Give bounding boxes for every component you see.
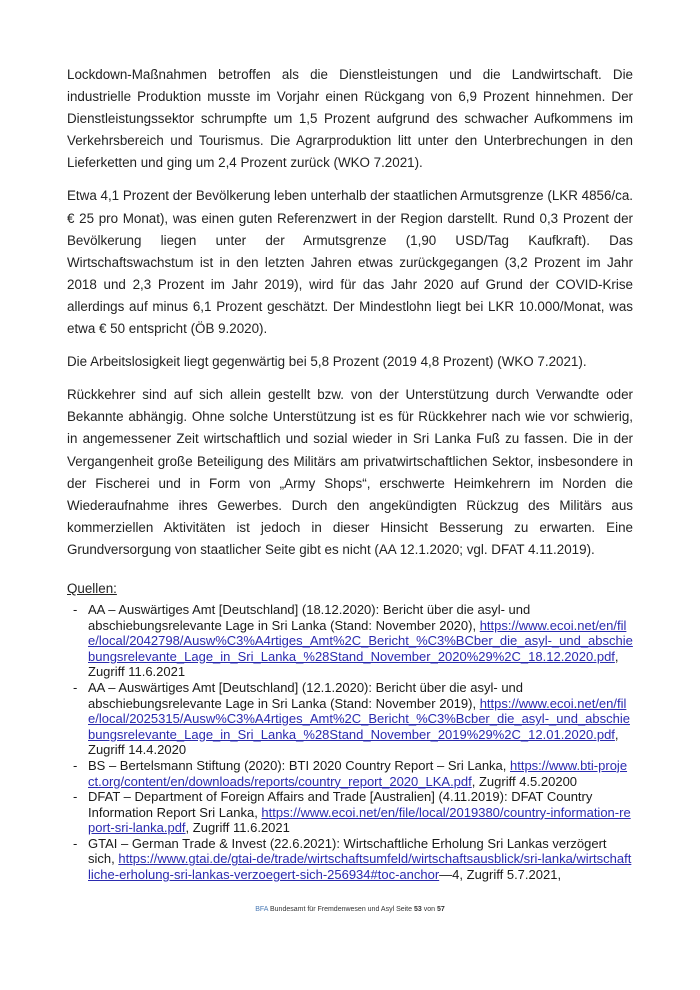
reference-link[interactable]: https://www.gtai.de/gtai-de/trade/wirtschaftsumfeld/wirtschaftsausblick/sri-lanka/wirtschaftliche-erholung-sri-lankas-verzoegert-sich-256934#toc-anchor [88, 851, 632, 883]
reference-access-date: , Zugriff 11.6.2021 [185, 820, 290, 836]
reference-link[interactable]: https://www.bti-project.org/content/en/downloads/reports/country_report_2020_LKA.pdf [88, 757, 628, 789]
reference-text: DFAT – Department of Foreign Affairs and Trade [Australien] (4.11.2019): DFAT Country Information Report Sri Lanka, [88, 789, 593, 820]
reference-list [67, 602, 633, 883]
reference-item [88, 758, 633, 789]
page-number: 53 [413, 906, 422, 913]
paragraph-poverty: Etwa 4,1 Prozent der Bevölkerung leben unterhalb der staatlichen Armutsgrenze (LKR 4856/ca. € 25 pro Monat), was einen guten Referenzwert in der Region darstellt. Rund 0,3 Prozent der Bevölkerung liegen unter der Armutsgrenze (1,90 USD/Tag Kaufkraft). Das Wirtschaftswachstum ist in den letzten Jahren etwas zurückgegangen (3,2 Prozent im Jahr 2018 und 2,3 Prozent im Jahr 2019), wird für das Jahr 2020 auf Grund der COVID-Krise allerdings auf minus 6,1 Prozent geschätzt. Der Mindestlohn liegt bei LKR 10.000/Monat, was etwa € 50 entspricht (ÖB 9.2020). [67, 188, 633, 337]
paragraph-economy: Lockdown-Maßnahmen betroffen als die Dienstleistungen und die Landwirtschaft. Die industrielle Produktion musste im Vorjahr einen Rückgang von 6,9 Prozent hinnehmen. Der Dienstleistungssektor schrumpfte um 1,5 Prozent aufgrund des schwacher Aufkommens im Verkehrsbereich und Tourismus. Die Agrarproduktion litt unter den Unterbrechungen in den Lieferketten und ging um 2,4 Prozent zurück (WKO 7.2021). [67, 67, 633, 171]
reference-link[interactable]: https://www.ecoi.net/en/file/local/2042798/Ausw%C3%A4rtiges_Amt%2C_Bericht_%C3%BCber_die_asyl-_und_abschiebungsrelevante_Lage_in_Sri_Lanka_%28Stand_November_2020%29%2C_18.12.2020.pdf [88, 617, 633, 664]
reference-item [88, 602, 633, 680]
reference-item [88, 680, 633, 758]
footer-org: Bundesamt für Fremdenwesen und Asyl Seite [270, 906, 413, 913]
footer-of: von [423, 906, 436, 913]
reference-access-date: , Zugriff 11.6.2021 [88, 648, 619, 680]
paragraph-unemployment: Die Arbeitslosigkeit liegt gegenwärtig bei 5,8 Prozent (2019 4,8 Prozent) (WKO 7.2021). [67, 354, 587, 370]
page-footer [0, 906, 700, 913]
reference-access-date: , Zugriff 14.4.2020 [88, 726, 619, 758]
reference-text: AA – Auswärtiges Amt [Deutschland] (18.12.2020): Bericht über die asyl- und abschiebungsrelevante Lage in Sri Lanka (Stand: November 2020), [88, 601, 531, 633]
bfa-logo-text: BFA [255, 906, 269, 913]
document-body [67, 64, 633, 883]
reference-item [88, 789, 633, 836]
paragraph-returnees: Rückkehrer sind auf sich allein gestellt bzw. von der Unterstützung durch Verwandte oder Bekannte abhängig. Ohne solche Unterstützung ist es für Rückkehrer nach wie vor schwierig, in angemessener Zeit wirtschaftlich und sozial wieder in Sri Lanka Fuß zu fassen. Die in der Vergangenheit große Beteiligung des Militärs am privatwirtschaftlichen Sektor, insbesondere in der Fischerei und in Form von „Army Shops“, erschwerte Heimkehrern im Norden die Wiederaufnahme ihres Gewerbes. Durch den angekündigten Rückzug des Militärs aus kommerziellen Aktivitäten ist jedoch in dieser Hinsicht Besserung zu erwarten. Eine Grundversorgung von staatlicher Seite gibt es nicht (AA 12.1.2020; vgl. DFAT 4.11.2019). [67, 387, 633, 557]
reference-access-date: , Zugriff 4.5.20200 [471, 773, 578, 789]
reference-text: BS – Bertelsmann Stiftung (2020): BTI 2020 Country Report – Sri Lanka, [88, 757, 510, 773]
reference-access-date: —4, Zugriff 5.7.2021, [439, 867, 562, 883]
reference-link[interactable]: https://www.ecoi.net/en/file/local/2019380/country-information-report-sri-lanka.pdf [88, 804, 631, 836]
reference-text: GTAI – German Trade & Invest (22.6.2021): Wirtschaftliche Erholung Sri Lankas verzögert sich, [88, 835, 607, 867]
page-total: 57 [436, 906, 445, 913]
reference-text: AA – Auswärtiges Amt [Deutschland] (12.1.2020): Bericht über die asyl- und abschiebungsrelevante Lage in Sri Lanka (Stand: November 2019), [88, 679, 524, 711]
reference-item [88, 836, 633, 883]
sources-heading: Quellen: [67, 580, 117, 596]
reference-link[interactable]: https://www.ecoi.net/en/file/local/2025315/Ausw%C3%A4rtiges_Amt%2C_Bericht_%C3%Bcber_die_asyl-_und_abschiebungsrelevante_Lage_in_Sri_Lanka_%28Stand_November_2019%29%2C_12.01.2020.pdf [88, 695, 630, 742]
